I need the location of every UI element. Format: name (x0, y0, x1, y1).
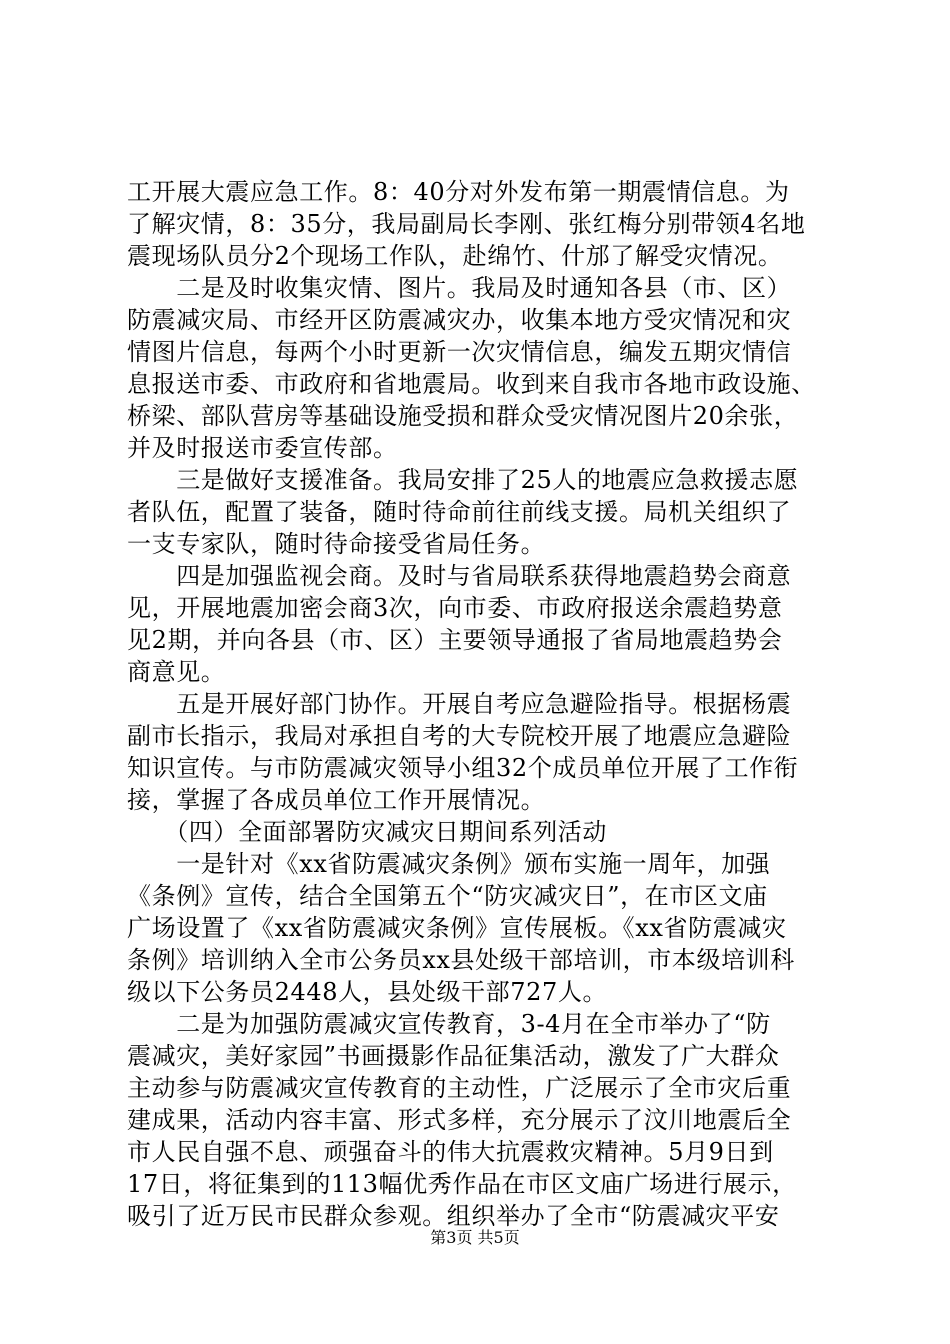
text-line: 一支专家队，随时待命接受省局任务。 (127, 530, 546, 558)
text-line: 级以下公务员2448人，县处级干部727人。 (127, 978, 608, 1006)
text-line: 震减灾，美好家园”书画摄影作品征集活动，激发了广大群众 (127, 1042, 780, 1070)
text-line: 了解灾情，8：35分，我局副局长李刚、张红梅分别带领4名地 (127, 210, 806, 238)
text-line: 条例》培训纳入全市公务员xx县处级干部培训，市本级培训科 (127, 946, 795, 974)
text-line: 震现场队员分2个现场工作队，赴绵竹、什邡了解受灾情况。 (127, 242, 783, 270)
text-line: 吸引了近万民市民群众参观。组织举办了全市“防震减灾平安 (127, 1202, 780, 1230)
text-line: 情图片信息，每两个小时更新一次灾情信息，编发五期灾情信 (127, 338, 792, 366)
text-line: 市人民自强不息、顽强奋斗的伟大抗震救灾精神。5月9日到 (127, 1138, 774, 1166)
text-line: 《条例》宣传，结合全国第五个“防灾减灾日”，在市区文庙 (127, 882, 768, 910)
text-line: 见，开展地震加密会商3次，向市委、市政府报送余震趋势意 (127, 594, 783, 622)
text-line: 二是及时收集灾情、图片。我局及时通知各县（市、区） (127, 274, 792, 302)
page-footer: 第3页 共5页 (430, 1228, 520, 1247)
text-line: 二是为加强防震减灾宣传教育，3-4月在全市举办了“防 (127, 1010, 771, 1038)
text-line: 主动参与防震减灾宣传教育的主动性，广泛展示了全市灾后重 (127, 1074, 792, 1102)
text-line: 一是针对《xx省防震减灾条例》颁布实施一周年，加强 (127, 850, 771, 878)
text-line: 17日，将征集到的113幅优秀作品在市区文庙广场进行展示， (127, 1170, 797, 1198)
text-line: 四是加强监视会商。及时与省局联系获得地震趋势会商意 (127, 562, 792, 590)
text-line: 桥梁、部队营房等基础设施受损和群众受灾情况图片20余张， (127, 402, 799, 430)
text-line: 见2期，并向各县（市、区）主要领导通报了省局地震趋势会 (127, 626, 783, 654)
text-line: 副市长指示，我局对承担自考的大专院校开展了地震应急避险 (127, 722, 792, 750)
text-line: 广场设置了《xx省防震减灾条例》宣传展板。《xx省防震减灾 (127, 914, 787, 942)
text-line: 接，掌握了各成员单位工作开展情况。 (127, 786, 546, 814)
section-heading: （四）全面部署防灾减灾日期间系列活动 (127, 818, 607, 846)
text-line: 建成果，活动内容丰富、形式多样，充分展示了汶川地震后全 (127, 1106, 792, 1134)
text-line: 并及时报送市委宣传部。 (127, 434, 398, 462)
text-line: 工开展大震应急工作。8：40分对外发布第一期震情信息。为 (127, 178, 790, 206)
text-line: 防震减灾局、市经开区防震减灾办，收集本地方受灾情况和灾 (127, 306, 792, 334)
text-line: 知识宣传。与市防震减灾领导小组32个成员单位开展了工作衔 (127, 754, 799, 782)
text-line: 者队伍，配置了装备，随时待命前往前线支援。局机关组织了 (127, 498, 792, 526)
text-line: 三是做好支援准备。我局安排了25人的地震应急救援志愿 (127, 466, 799, 494)
text-line: 五是开展好部门协作。开展自考应急避险指导。根据杨震 (127, 690, 792, 718)
text-line: 商意见。 (127, 658, 226, 686)
text-line: 息报送市委、市政府和省地震局。收到来自我市各地市政设施、 (127, 370, 816, 398)
